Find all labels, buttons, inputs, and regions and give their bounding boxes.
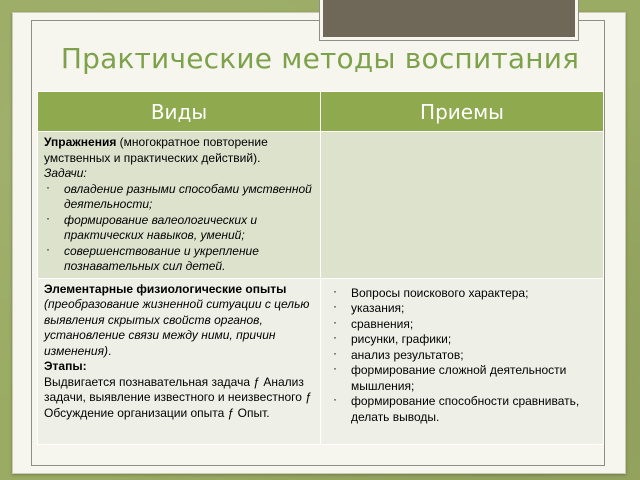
list-item: · формирование валеологических и практических навыков, умений; xyxy=(44,213,314,244)
list-item: · формирование способности сравнивать, делать выводы. xyxy=(327,394,597,425)
table-row xyxy=(38,278,604,444)
decorative-tab xyxy=(320,0,578,40)
tasks-label: Задачи: xyxy=(44,166,87,180)
experiments-note-line: (преобразование жизненной ситуации с целью выявления скрытых свойств органов, установление связи между ними, причин изменения). xyxy=(44,297,310,358)
table-header-row xyxy=(38,92,604,132)
header-types: Виды xyxy=(38,92,321,132)
stages-text: Выдвигается познавательная задача ƒ Анализ задачи, выявление известного и неизвестного ƒ Обсуждение организации опыта ƒ Опыт. xyxy=(44,374,312,420)
exercises-note: (многократное повторение умственных и практических действий). xyxy=(44,135,268,165)
list-item: · указания; xyxy=(327,301,597,317)
header-techniques: Приемы xyxy=(321,92,604,132)
exercises-heading: Упражнения xyxy=(44,135,117,149)
methods-table xyxy=(37,91,604,445)
slide-title: Практические методы воспитания xyxy=(60,42,580,75)
list-item: · Вопросы поискового характера; xyxy=(327,286,597,302)
stages-label: Этапы: xyxy=(44,359,87,373)
exercises-heading-line xyxy=(44,135,314,166)
cell-exercises-techniques xyxy=(321,132,604,279)
list-item: · рисунки, графики; xyxy=(327,332,597,348)
list-item: · сравнения; xyxy=(327,317,597,333)
tasks-list xyxy=(44,182,314,275)
cell-experiments-techniques xyxy=(321,278,604,444)
list-item: · формирование сложной деятельности мышления; xyxy=(327,363,597,394)
list-item: · анализ результатов; xyxy=(327,348,597,364)
experiments-note: (преобразование жизненной ситуации с целью выявления скрытых свойств органов, установление связи между ними, причин изменения) xyxy=(44,297,310,358)
cell-exercises xyxy=(38,132,321,279)
list-item: · овладение разными способами умственной деятельности; xyxy=(44,182,314,213)
experiments-heading: Элементарные физиологические опыты xyxy=(44,281,287,296)
table-row xyxy=(38,132,604,279)
cell-experiments xyxy=(38,278,321,444)
list-item: · совершенствование и укрепление познавательных сил детей. xyxy=(44,244,314,275)
techniques-list xyxy=(327,286,597,426)
